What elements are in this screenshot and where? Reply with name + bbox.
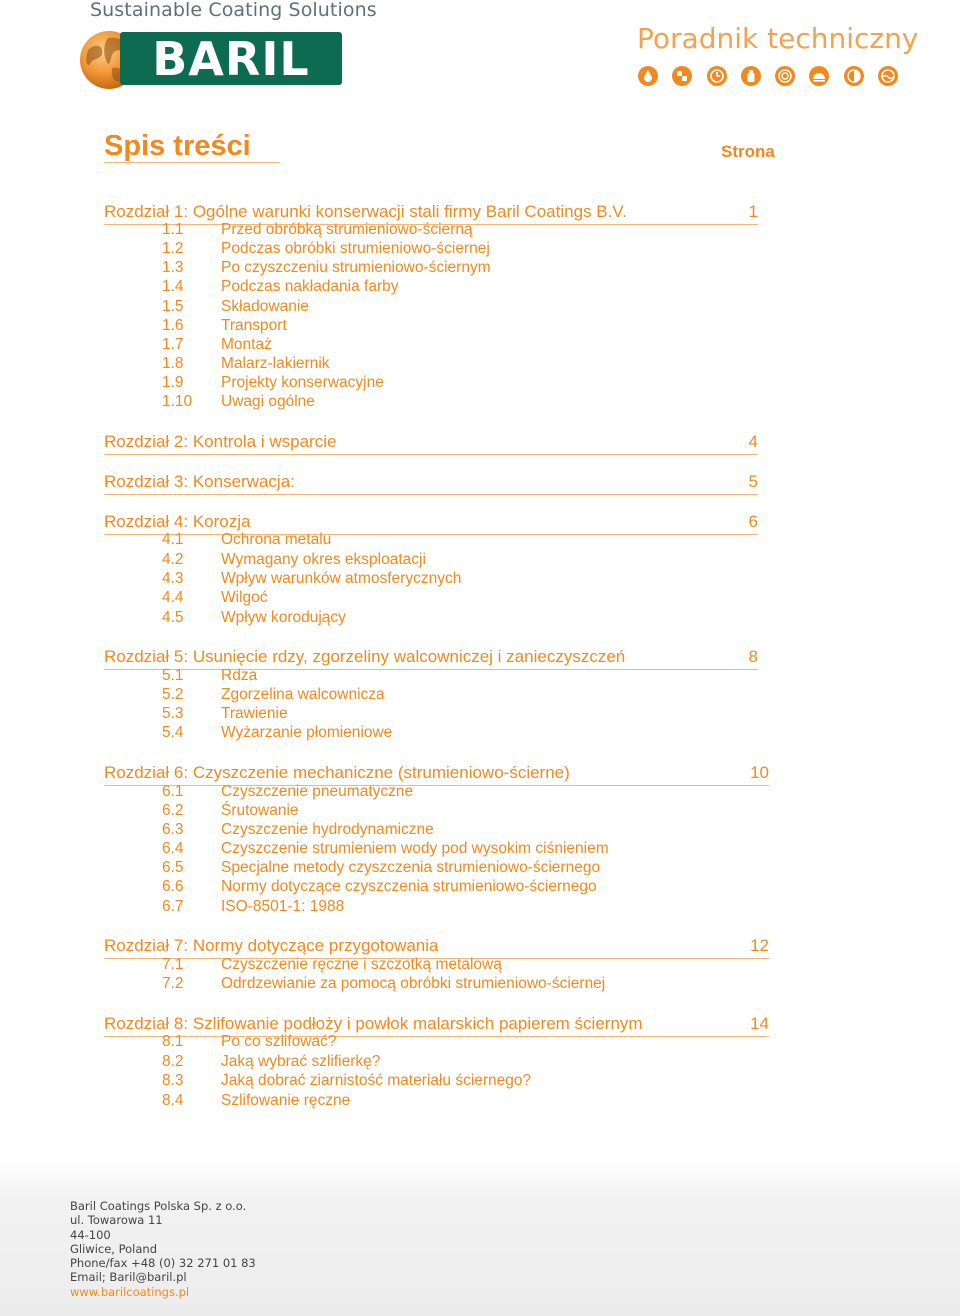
- toc-subsection-number: 5.2: [162, 686, 184, 703]
- drop-icon: [638, 66, 658, 86]
- toc-subsection-number: 1.8: [162, 355, 184, 372]
- toc-subsection-title: Transport: [221, 317, 287, 334]
- toc-subsection-title: Wymagany okres eksploatacji: [221, 551, 426, 568]
- page-header: [0, 0, 960, 100]
- toc-subsection-number: 7.1: [162, 956, 184, 973]
- toc-subsection-title: Podczas nakładania farby: [221, 278, 399, 295]
- footer-city: Gliwice, Poland: [70, 1241, 158, 1256]
- toc-chapter[interactable]: [104, 647, 758, 670]
- target-icon: [775, 66, 795, 86]
- toc-subsection-title: Jaką wybrać szlifierkę?: [221, 1053, 381, 1070]
- toc-chapter-page: 8: [748, 647, 758, 666]
- toc-subsection-number: 1.7: [162, 336, 184, 353]
- toc-subsection-title: Wilgoć: [221, 589, 268, 606]
- toc-subsection-number: 6.4: [162, 840, 184, 857]
- toc-chapter[interactable]: [104, 472, 758, 495]
- toc-chapter[interactable]: [104, 1014, 769, 1037]
- moon-icon: [844, 66, 864, 86]
- toc-subsection-number: 1.1: [162, 221, 184, 238]
- toc-chapter-title: Rozdział 2: Kontrola i wsparcie: [104, 432, 337, 451]
- toc-chapter-page: 14: [750, 1014, 769, 1033]
- footer-website-link[interactable]: www.barilcoatings.pl: [70, 1284, 190, 1299]
- toc-subsection-number: 6.2: [162, 802, 184, 819]
- toc-subsection-number: 1.5: [162, 298, 184, 315]
- toc-chapter-page: 4: [748, 432, 758, 451]
- toc-subsection-title: Trawienie: [221, 705, 288, 722]
- toc-chapter-title: Rozdział 1: Ogólne warunki konserwacji stali firmy Baril Coatings B.V.: [104, 202, 627, 221]
- toc-chapter-page: 6: [748, 512, 758, 531]
- toc-subsection-title: Normy dotyczące czyszczenia strumieniowo-ściernego: [221, 878, 597, 895]
- toc-subsection-number: 8.1: [162, 1033, 184, 1050]
- toc-subsection-number: 1.2: [162, 240, 184, 257]
- page-column-label: Strona: [721, 142, 775, 161]
- toc-subsection-number: 6.3: [162, 821, 184, 838]
- toc-chapter-title: Rozdział 5: Usunięcie rdzy, zgorzeliny walcowniczej i zanieczyszczeń: [104, 647, 626, 666]
- toc-heading: Spis treści: [104, 130, 251, 162]
- checker-icon: [672, 66, 692, 86]
- toc-subsection-number: 4.5: [162, 609, 184, 626]
- toc-subsection-title: Czyszczenie hydrodynamiczne: [221, 821, 434, 838]
- toc-subsection-number: 7.2: [162, 975, 184, 992]
- toc-subsection-number: 5.1: [162, 667, 184, 684]
- footer-company: Baril Coatings Polska Sp. z o.o.: [70, 1199, 247, 1213]
- toc-subsection-number: 6.6: [162, 878, 184, 895]
- toc-chapter-title: Rozdział 4: Korozja: [104, 512, 251, 531]
- toc-subsection-title: Składowanie: [221, 298, 309, 315]
- toc-chapter-page: 1: [748, 202, 758, 221]
- toc-subsection-number: 6.1: [162, 783, 184, 800]
- toc-subsection-title: Malarz-lakiernik: [221, 355, 330, 372]
- topic-icons: [638, 66, 912, 86]
- toc-subsection-number: 8.2: [162, 1053, 184, 1070]
- toc-heading-underline: [104, 162, 280, 163]
- toc-subsection-number: 1.3: [162, 259, 184, 276]
- toc-subsection-title: Po czyszczeniu strumieniowo-ściernym: [221, 259, 491, 276]
- toc-subsection-number: 8.4: [162, 1092, 184, 1109]
- toc-chapter-page: 12: [750, 936, 769, 955]
- toc-subsection-title: Wyżarzanie płomieniowe: [221, 724, 393, 741]
- toc-subsection-title: Po co szlifować?: [221, 1033, 337, 1050]
- toc-subsection-title: Szlifowanie ręczne: [221, 1092, 351, 1109]
- toc-subsection-number: 1.4: [162, 278, 184, 295]
- footer-street: ul. Towarowa 11: [70, 1213, 163, 1228]
- toc-subsection-title: Czyszczenie pneumatyczne: [221, 783, 414, 800]
- toc-chapter[interactable]: [104, 763, 769, 786]
- toc-chapter[interactable]: [104, 432, 758, 455]
- toc-subsection-title: Czyszczenie ręczne i szczotką metalową: [221, 956, 502, 973]
- toc-subsection-number: 6.7: [162, 898, 184, 915]
- toc-chapter-title: Rozdział 6: Czyszczenie mechaniczne (strumieniowo-ścierne): [104, 763, 570, 782]
- toc-chapter-title: Rozdział 3: Konserwacja:: [104, 472, 295, 491]
- footer-phone: Phone/fax +48 (0) 32 271 01 83: [70, 1256, 256, 1271]
- toc-subsection-title: Przed obróbką strumieniowo-ścierną: [221, 221, 473, 238]
- toc-subsection-title: ISO-8501-1: 1988: [221, 898, 345, 915]
- toc-subsection-number: 4.3: [162, 570, 184, 587]
- toc-subsection-number: 4.4: [162, 589, 184, 606]
- toc-subsection-title: Czyszczenie strumieniem wody pod wysokim ciśnieniem: [221, 840, 609, 857]
- toc-subsection-title: Jaką dobrać ziarnistość materiału ściernego?: [221, 1072, 532, 1089]
- toc-subsection-title: Odrdzewianie za pomocą obróbki strumieniowo-ściernej: [221, 975, 606, 992]
- toc-subsection-number: 1.10: [162, 393, 193, 410]
- toc-subsection-number: 1.6: [162, 317, 184, 334]
- toc-subsection-number: 6.5: [162, 859, 184, 876]
- guide-title: Poradnik techniczny: [637, 22, 919, 55]
- toc-subsection-number: 8.3: [162, 1072, 184, 1089]
- footer-contact: [70, 1199, 256, 1299]
- toc-chapter-title: Rozdział 8: Szlifowanie podłoży i powłok malarskich papierem ściernym: [104, 1014, 643, 1033]
- toc-subsection-number: 1.9: [162, 374, 184, 391]
- baril-logo: [78, 28, 344, 92]
- toc-subsection-number: 4.1: [162, 531, 184, 548]
- toc-chapter-page: 10: [750, 763, 769, 782]
- toc-subsection-number: 5.4: [162, 724, 184, 741]
- toc-subsection-title: Projekty konserwacyjne: [221, 374, 384, 391]
- toc-chapter-page: 5: [748, 472, 758, 491]
- company-tagline: Sustainable Coating Solutions: [90, 0, 377, 21]
- wave-icon: [878, 66, 898, 86]
- toc-subsection-title: Specjalne metody czyszczenia strumieniowo-ściernego: [221, 859, 601, 876]
- footer-postal: 44-100: [70, 1227, 111, 1242]
- toc-subsection-title: Podczas obróbki strumieniowo-ściernej: [221, 240, 490, 257]
- toc-subsection-number: 4.2: [162, 551, 184, 568]
- logo-wordmark: BARIL: [152, 31, 310, 86]
- toc-subsection-title: Wpływ korodujący: [221, 609, 346, 626]
- toc-subsection-title: Ochrona metalu: [221, 531, 332, 548]
- toc-subsection-title: Śrutowanie: [221, 802, 299, 819]
- toc-subsection-title: Rdza: [221, 667, 258, 684]
- bottle-icon: [741, 66, 761, 86]
- toc-subsection-title: Wpływ warunków atmosferycznych: [221, 570, 462, 587]
- dome-icon: [809, 66, 829, 86]
- toc-subsection-title: Uwagi ogólne: [221, 393, 315, 410]
- toc-chapter[interactable]: [104, 512, 758, 535]
- footer-email: Email; Baril@baril.pl: [70, 1270, 187, 1285]
- toc-subsection-title: Montaż: [221, 336, 272, 353]
- clock-icon: [707, 66, 727, 86]
- logo-box: [120, 32, 342, 85]
- toc-subsection-title: Zgorzelina walcownicza: [221, 686, 385, 703]
- toc-subsection-number: 5.3: [162, 705, 184, 722]
- toc-chapter-title: Rozdział 7: Normy dotyczące przygotowania: [104, 936, 439, 955]
